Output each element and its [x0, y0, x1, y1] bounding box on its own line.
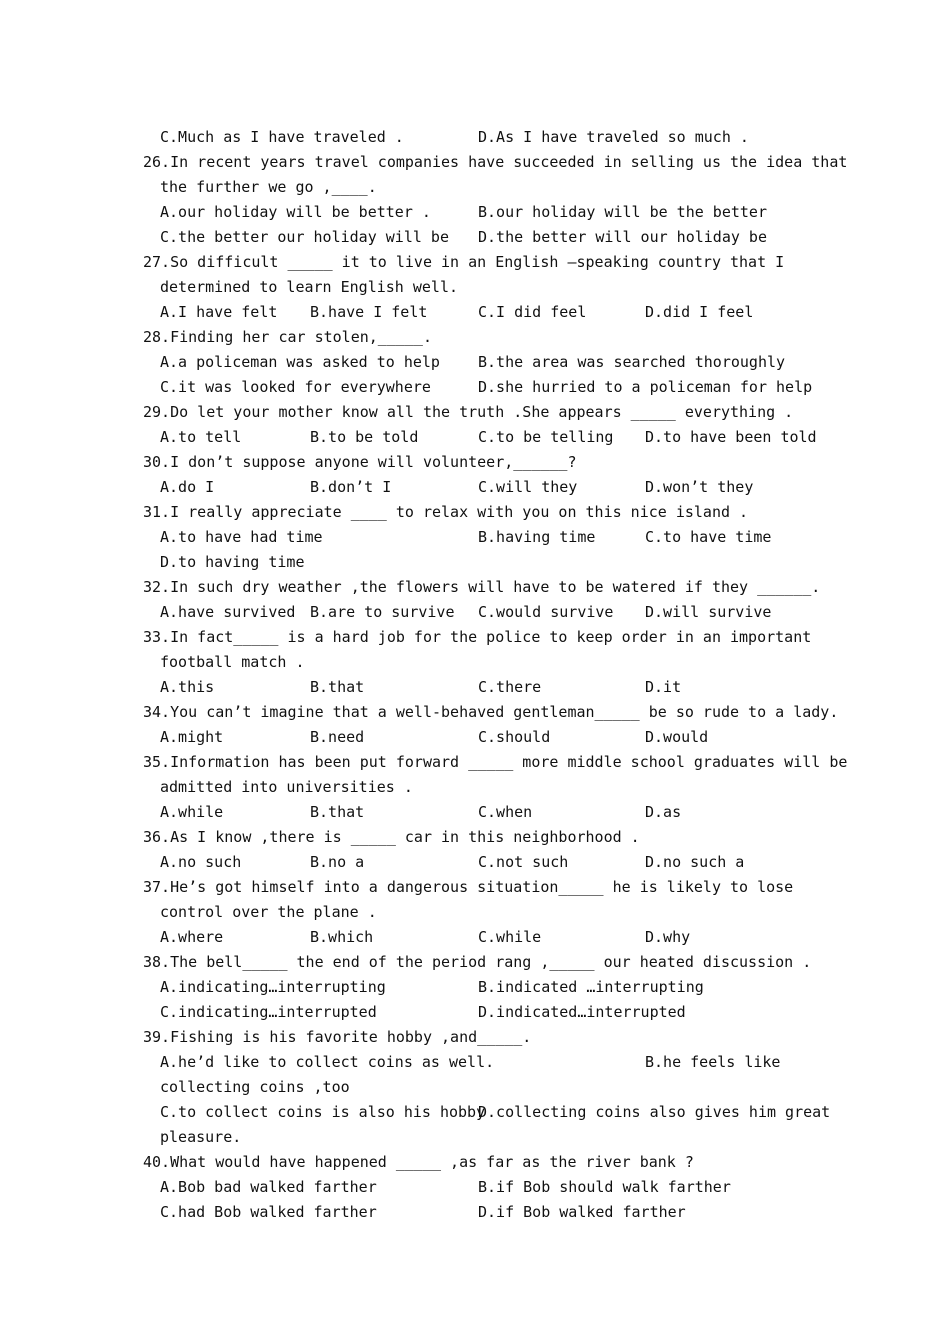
option-d-q40: D.if Bob walked farther: [478, 1203, 686, 1221]
question-32: 32.In such dry weather ,the flowers will have to be watered if they ______.: [143, 578, 821, 596]
option-d-q31: D.to having time: [160, 553, 305, 571]
option-d-q37: D.why: [645, 928, 691, 946]
option-d-q28: D.she hurried to a policeman for help: [478, 378, 813, 396]
option-a-q27: A.I have felt: [160, 303, 278, 321]
option-b-q29: B.to be told: [310, 428, 419, 446]
option-c-q30: C.will they: [478, 478, 578, 496]
question-38: 38.The bell_____ the end of the period rang ,_____ our heated discussion .: [143, 953, 812, 971]
option-c-q32: C.would survive: [478, 603, 614, 621]
option-c-q26: C.the better our holiday will be: [160, 228, 449, 246]
option-a-q38: A.indicating…interrupting: [160, 978, 386, 996]
option-d-q25: D.As I have traveled so much .: [478, 128, 749, 146]
option-d-q39: D.collecting coins also gives him great: [478, 1103, 831, 1121]
option-a-q33: A.this: [160, 678, 215, 696]
option-a-q37: A.where: [160, 928, 224, 946]
question-35-cont: admitted into universities .: [160, 778, 413, 796]
option-a-q36: A.no such: [160, 853, 242, 871]
question-40: 40.What would have happened _____ ,as far as the river bank ?: [143, 1153, 694, 1171]
option-a-q32: A.have survived: [160, 603, 296, 621]
question-36: 36.As I know ,there is _____ car in this neighborhood .: [143, 828, 640, 846]
option-d-q27: D.did I feel: [645, 303, 754, 321]
option-a-q31: A.to have had time: [160, 528, 323, 546]
question-28: 28.Finding her car stolen,_____.: [143, 328, 432, 346]
option-d-q35: D.as: [645, 803, 682, 821]
option-b-q40: B.if Bob should walk farther: [478, 1178, 731, 1196]
question-31: 31.I really appreciate ____ to relax with you on this nice island .: [143, 503, 749, 521]
question-37: 37.He’s got himself into a dangerous situation_____ he is likely to lose: [143, 878, 794, 896]
option-b-q33: B.that: [310, 678, 365, 696]
option-d-q29: D.to have been told: [645, 428, 817, 446]
option-b-q36: B.no a: [310, 853, 365, 871]
option-b-q37: B.which: [310, 928, 374, 946]
option-d-q32: D.will survive: [645, 603, 772, 621]
question-35: 35.Information has been put forward _____ more middle school graduates will be: [143, 753, 848, 771]
option-b-q26: B.our holiday will be the better: [478, 203, 767, 221]
option-a-q30: A.do I: [160, 478, 215, 496]
option-d-q39-cont: pleasure.: [160, 1128, 242, 1146]
option-c-q35: C.when: [478, 803, 533, 821]
option-d-q36: D.no such a: [645, 853, 745, 871]
question-26: 26.In recent years travel companies have succeeded in selling us the idea that: [143, 153, 848, 171]
option-c-q25: C.Much as I have traveled .: [160, 128, 404, 146]
question-29: 29.Do let your mother know all the truth .She appears _____ everything .: [143, 403, 794, 421]
option-c-q27: C.I did feel: [478, 303, 587, 321]
option-c-q39: C.to collect coins is also his hobby: [160, 1103, 486, 1121]
question-37-cont: control over the plane .: [160, 903, 377, 921]
question-27: 27.So difficult _____ it to live in an English –speaking country that I: [143, 253, 785, 271]
option-b-q28: B.the area was searched thoroughly: [478, 353, 786, 371]
option-c-q38: C.indicating…interrupted: [160, 1003, 377, 1021]
option-b-q34: B.need: [310, 728, 365, 746]
option-c-q40: C.had Bob walked farther: [160, 1203, 377, 1221]
option-b-q39-cont: collecting coins ,too: [160, 1078, 350, 1096]
option-d-q30: D.won’t they: [645, 478, 754, 496]
question-27-cont: determined to learn English well.: [160, 278, 459, 296]
option-d-q26: D.the better will our holiday be: [478, 228, 767, 246]
option-d-q33: D.it: [645, 678, 682, 696]
question-33: 33.In fact_____ is a hard job for the police to keep order in an important: [143, 628, 812, 646]
option-a-q40: A.Bob bad walked farther: [160, 1178, 377, 1196]
question-30: 30.I don’t suppose anyone will volunteer,______?: [143, 453, 577, 471]
option-b-q27: B.have I felt: [310, 303, 428, 321]
question-34: 34.You can’t imagine that a well-behaved gentleman_____ be so rude to a lady.: [143, 703, 839, 721]
option-d-q34: D.would: [645, 728, 709, 746]
option-c-q28: C.it was looked for everywhere: [160, 378, 431, 396]
option-b-q35: B.that: [310, 803, 365, 821]
option-a-q29: A.to tell: [160, 428, 242, 446]
option-b-q31: B.having time: [478, 528, 596, 546]
option-b-q32: B.are to survive: [310, 603, 455, 621]
question-26-cont: the further we go ,____.: [160, 178, 377, 196]
option-b-q30: B.don’t I: [310, 478, 392, 496]
option-a-q34: A.might: [160, 728, 224, 746]
option-c-q31: C.to have time: [645, 528, 772, 546]
option-c-q33: C.there: [478, 678, 542, 696]
option-c-q36: C.not such: [478, 853, 569, 871]
option-c-q29: C.to be telling: [478, 428, 614, 446]
option-a-q28: A.a policeman was asked to help: [160, 353, 440, 371]
question-39: 39.Fishing is his favorite hobby ,and_____.: [143, 1028, 532, 1046]
option-d-q38: D.indicated…interrupted: [478, 1003, 686, 1021]
question-33-cont: football match .: [160, 653, 305, 671]
option-a-q35: A.while: [160, 803, 224, 821]
option-b-q38: B.indicated …interrupting: [478, 978, 704, 996]
option-a-q26: A.our holiday will be better .: [160, 203, 431, 221]
option-a-q39: A.he’d like to collect coins as well.: [160, 1053, 495, 1071]
option-b-q39: B.he feels like: [645, 1053, 781, 1071]
option-c-q37: C.while: [478, 928, 542, 946]
option-c-q34: C.should: [478, 728, 551, 746]
